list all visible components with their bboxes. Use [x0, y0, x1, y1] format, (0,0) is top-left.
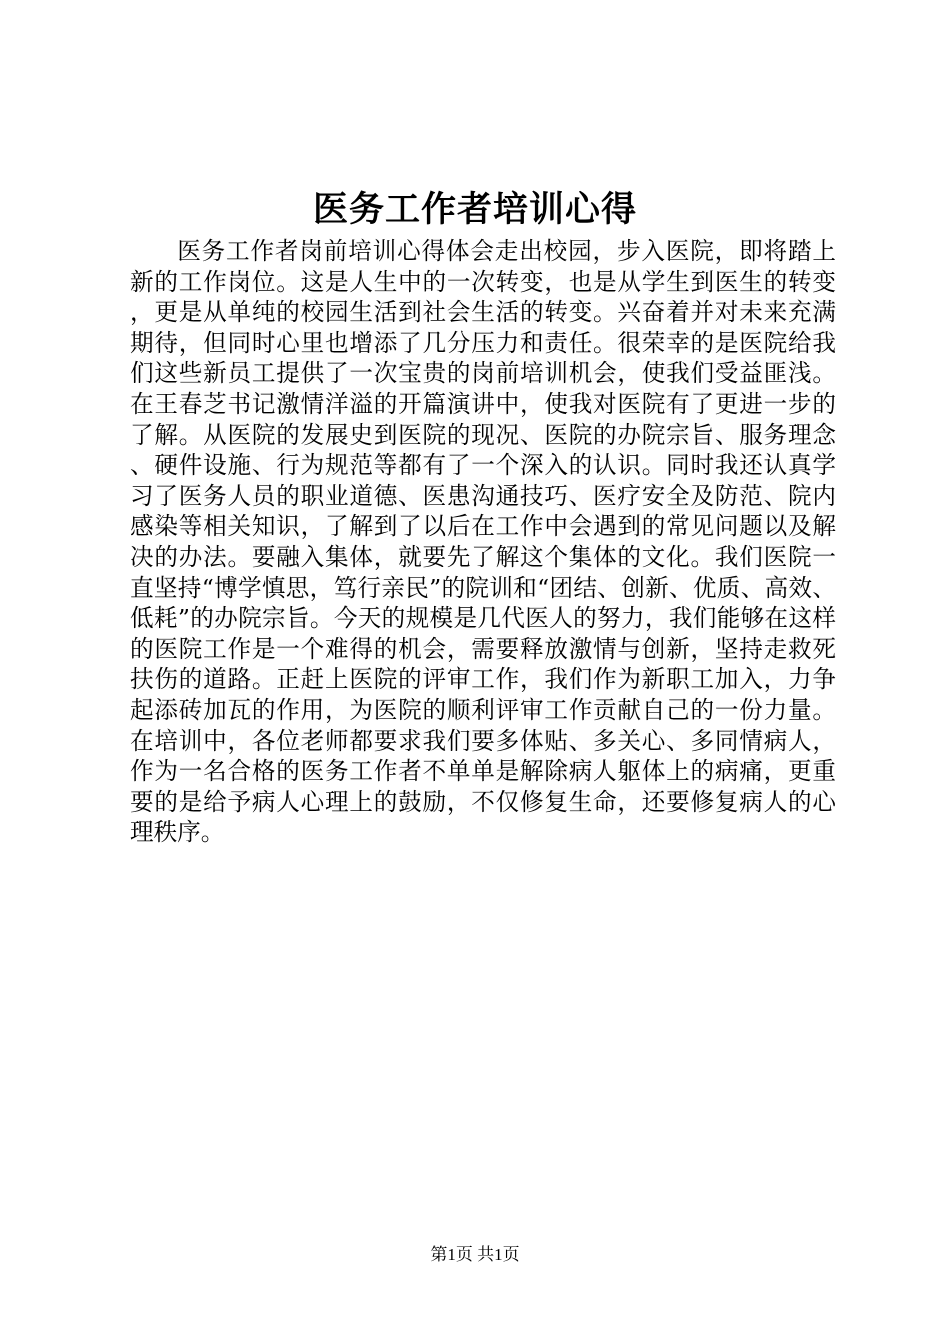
document-title: 医务工作者培训心得: [312, 189, 637, 230]
body-paragraph: 医务工作者岗前培训心得体会走出校园，步入医院，即将踏上新的工作岗位。这是人生中的一次转变，也是从学生到医生的转变，更是从单纯的校园生活到社会生活的转变。兴奋着并对未来充满期待，但同时心里也增添了几分压力和责任。很荣幸的是医院给我们这些新员工提供了一次宝贵的岗前培训机会，使我们受益匪浅。在王春芝书记激情洋溢的开篇演讲中，使我对医院有了更进一步的了解。从医院的发展史到医院的现况、医院的办院宗旨、服务理念、硬件设施、行为规范等都有了一个深入的认识。同时我还认真学习了医务人员的职业道德、医患沟通技巧、医疗安全及防范、院内感染等相关知识，了解到了以后在工作中会遇到的常见问题以及解决的办法。要融入集体，就要先了解这个集体的文化。我们医院一直坚持“博学慎思，笃行亲民”的院训和“团结、创新、优质、高效、低耗”的办院宗旨。今天的规模是几代医人的努力，我们能够在这样的医院工作是一个难得的机会，需要释放激情与创新，坚持走救死扶伤的道路。正赶上医院的评审工作，我们作为新职工加入，力争起添砖加瓦的作用，为医院的顺利评审工作贡献自己的一份力量。在培训中，各位老师都要求我们要多体贴、多关心、多同情病人，作为一名合格的医务工作者不单单是解除病人躯体上的病痛，更重要的是给予病人心理上的鼓励，不仅修复生命，还要修复病人的心理秩序。: [130, 237, 836, 847]
page-footer: 第1页 共1页: [430, 1245, 520, 1264]
